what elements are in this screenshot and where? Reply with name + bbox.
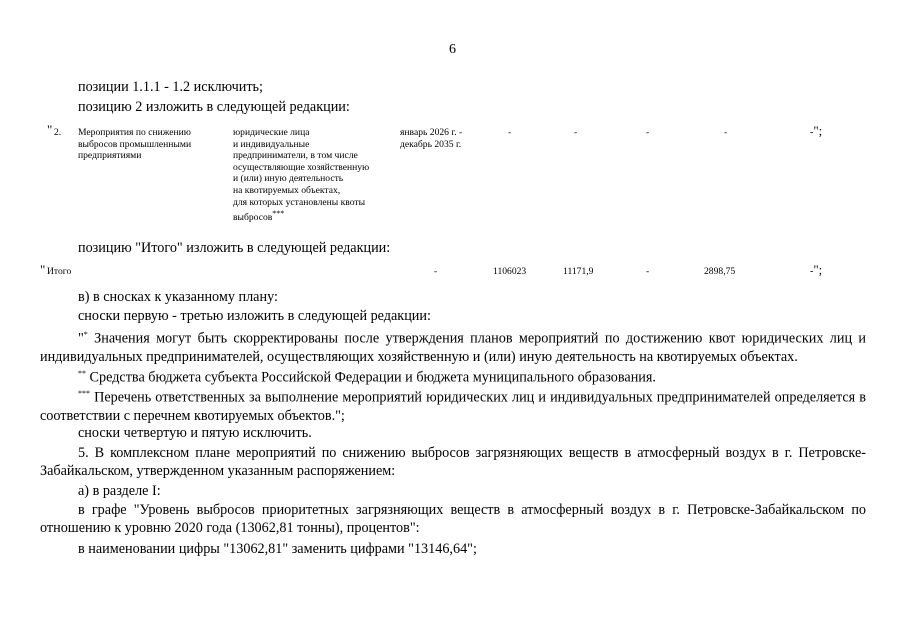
para-positions-exclude: позиции 1.1.1 - 1.2 исключить; (78, 79, 263, 95)
footnote-3-text: Перечень ответственных за выполнение мероприятий юридических лиц и индивидуальных предпринимателей определяется в соответствии с перечнем квотируемых объектов."; (40, 389, 866, 424)
row2-close (810, 123, 822, 139)
total-open-quote: " (40, 262, 46, 277)
para-footnotes-1-3: сноски первую - третью изложить в следующей редакции: (78, 308, 431, 324)
row2-measure-line: Мероприятия по снижению (78, 127, 191, 138)
total-value-3: 2898,75 (704, 266, 736, 277)
para-footnotes-4-5: сноски четвертую и пятую исключить. (78, 425, 312, 441)
footnote-marker: * (83, 330, 88, 339)
footnote-marker: *** (272, 209, 285, 219)
para-item-5: 5. В комплексном плане мероприятий по снижению выбросов загрязняющих веществ в атмосферный воздух в г. Петровске-Забайкальском, утвержденном указанным распоряжением: (40, 445, 866, 479)
row2-measure-line: выбросов промышленными (78, 138, 192, 150)
row2-close-quote: "; (813, 123, 823, 138)
footnote-1-text: Значения могут быть скорректированы после утверждения планов мероприятий по достижению квот юридических лиц и индивидуальных предпринимателей, осуществляющих хозяйственную и (или) иную деятельность на квотируемых объектах. (40, 330, 866, 365)
row2-period-line: январь 2026 г. - (400, 127, 463, 138)
total-value-2: 11171,9 (563, 266, 594, 277)
row2-executor-line: юридические лица (233, 127, 310, 138)
footnote-3 (40, 385, 866, 425)
row2-executors (233, 127, 369, 224)
row2-dash-1: - (508, 127, 512, 138)
row2-executor-line: и (или) иную деятельность (233, 173, 344, 185)
total-dash-2: - (646, 266, 650, 277)
total-close-quote: "; (813, 262, 823, 277)
row2-measure-name (78, 127, 191, 162)
row2-open-quote: " (47, 122, 53, 137)
total-value-1: 1106023 (493, 266, 527, 277)
total-dash-3: - (810, 266, 814, 277)
total-dash-1: - (434, 266, 438, 277)
row2-dash-2: - (574, 127, 578, 138)
footnote-2 (78, 365, 656, 387)
para-total-intro: позицию "Итого" изложить в следующей редакции: (78, 240, 391, 256)
para-column-level: в графе "Уровень выбросов приоритетных загрязняющих веществ в атмосферный воздух в г. Петровске-Забайкальском по отношению к уровню 2020 года (13062,81 тонны), процентов": (40, 502, 866, 536)
row2-executor-last: выбросов (233, 212, 273, 224)
row2-dash-4: - (724, 127, 728, 138)
row2-executor-line: предприниматели, в том числе (233, 150, 358, 162)
row2-dash-3: - (646, 127, 650, 138)
row2-executor-line: осуществляющие хозяйственную (233, 161, 370, 173)
footnote-1 (40, 326, 866, 366)
row2-measure-line: предприятиями (78, 150, 142, 162)
row2-number: 2. (54, 127, 62, 138)
para-footnotes-intro: в) в сносках к указанному плану: (78, 289, 278, 305)
row2-executor-line: и индивидуальные (233, 138, 310, 150)
row2-executor-line (233, 208, 369, 224)
row2-period (400, 127, 462, 150)
row2-dash-5: - (810, 127, 814, 138)
row2-period-line: декабрь 2035 г. (400, 138, 462, 150)
para-replace-figures: в наименовании цифры "13062,81" заменить цифрами "13146,64"; (78, 541, 477, 557)
page-number: 6 (449, 42, 456, 57)
footnote-1-quote: " (78, 330, 84, 347)
total-close (810, 262, 822, 278)
footnote-2-text: Средства бюджета субъекта Российской Федерации и бюджета муниципального образования. (86, 369, 656, 386)
footnote-marker: *** (78, 389, 90, 398)
row2-executor-line: на квотируемых объектах, (233, 184, 341, 196)
total-label: Итого (47, 266, 72, 277)
para-section-1: а) в разделе I: (78, 483, 161, 499)
row2-executor-line: для которых установлены квоты (233, 196, 366, 208)
para-position-2-intro: позицию 2 изложить в следующей редакции: (78, 99, 350, 115)
footnote-marker: ** (78, 369, 86, 378)
